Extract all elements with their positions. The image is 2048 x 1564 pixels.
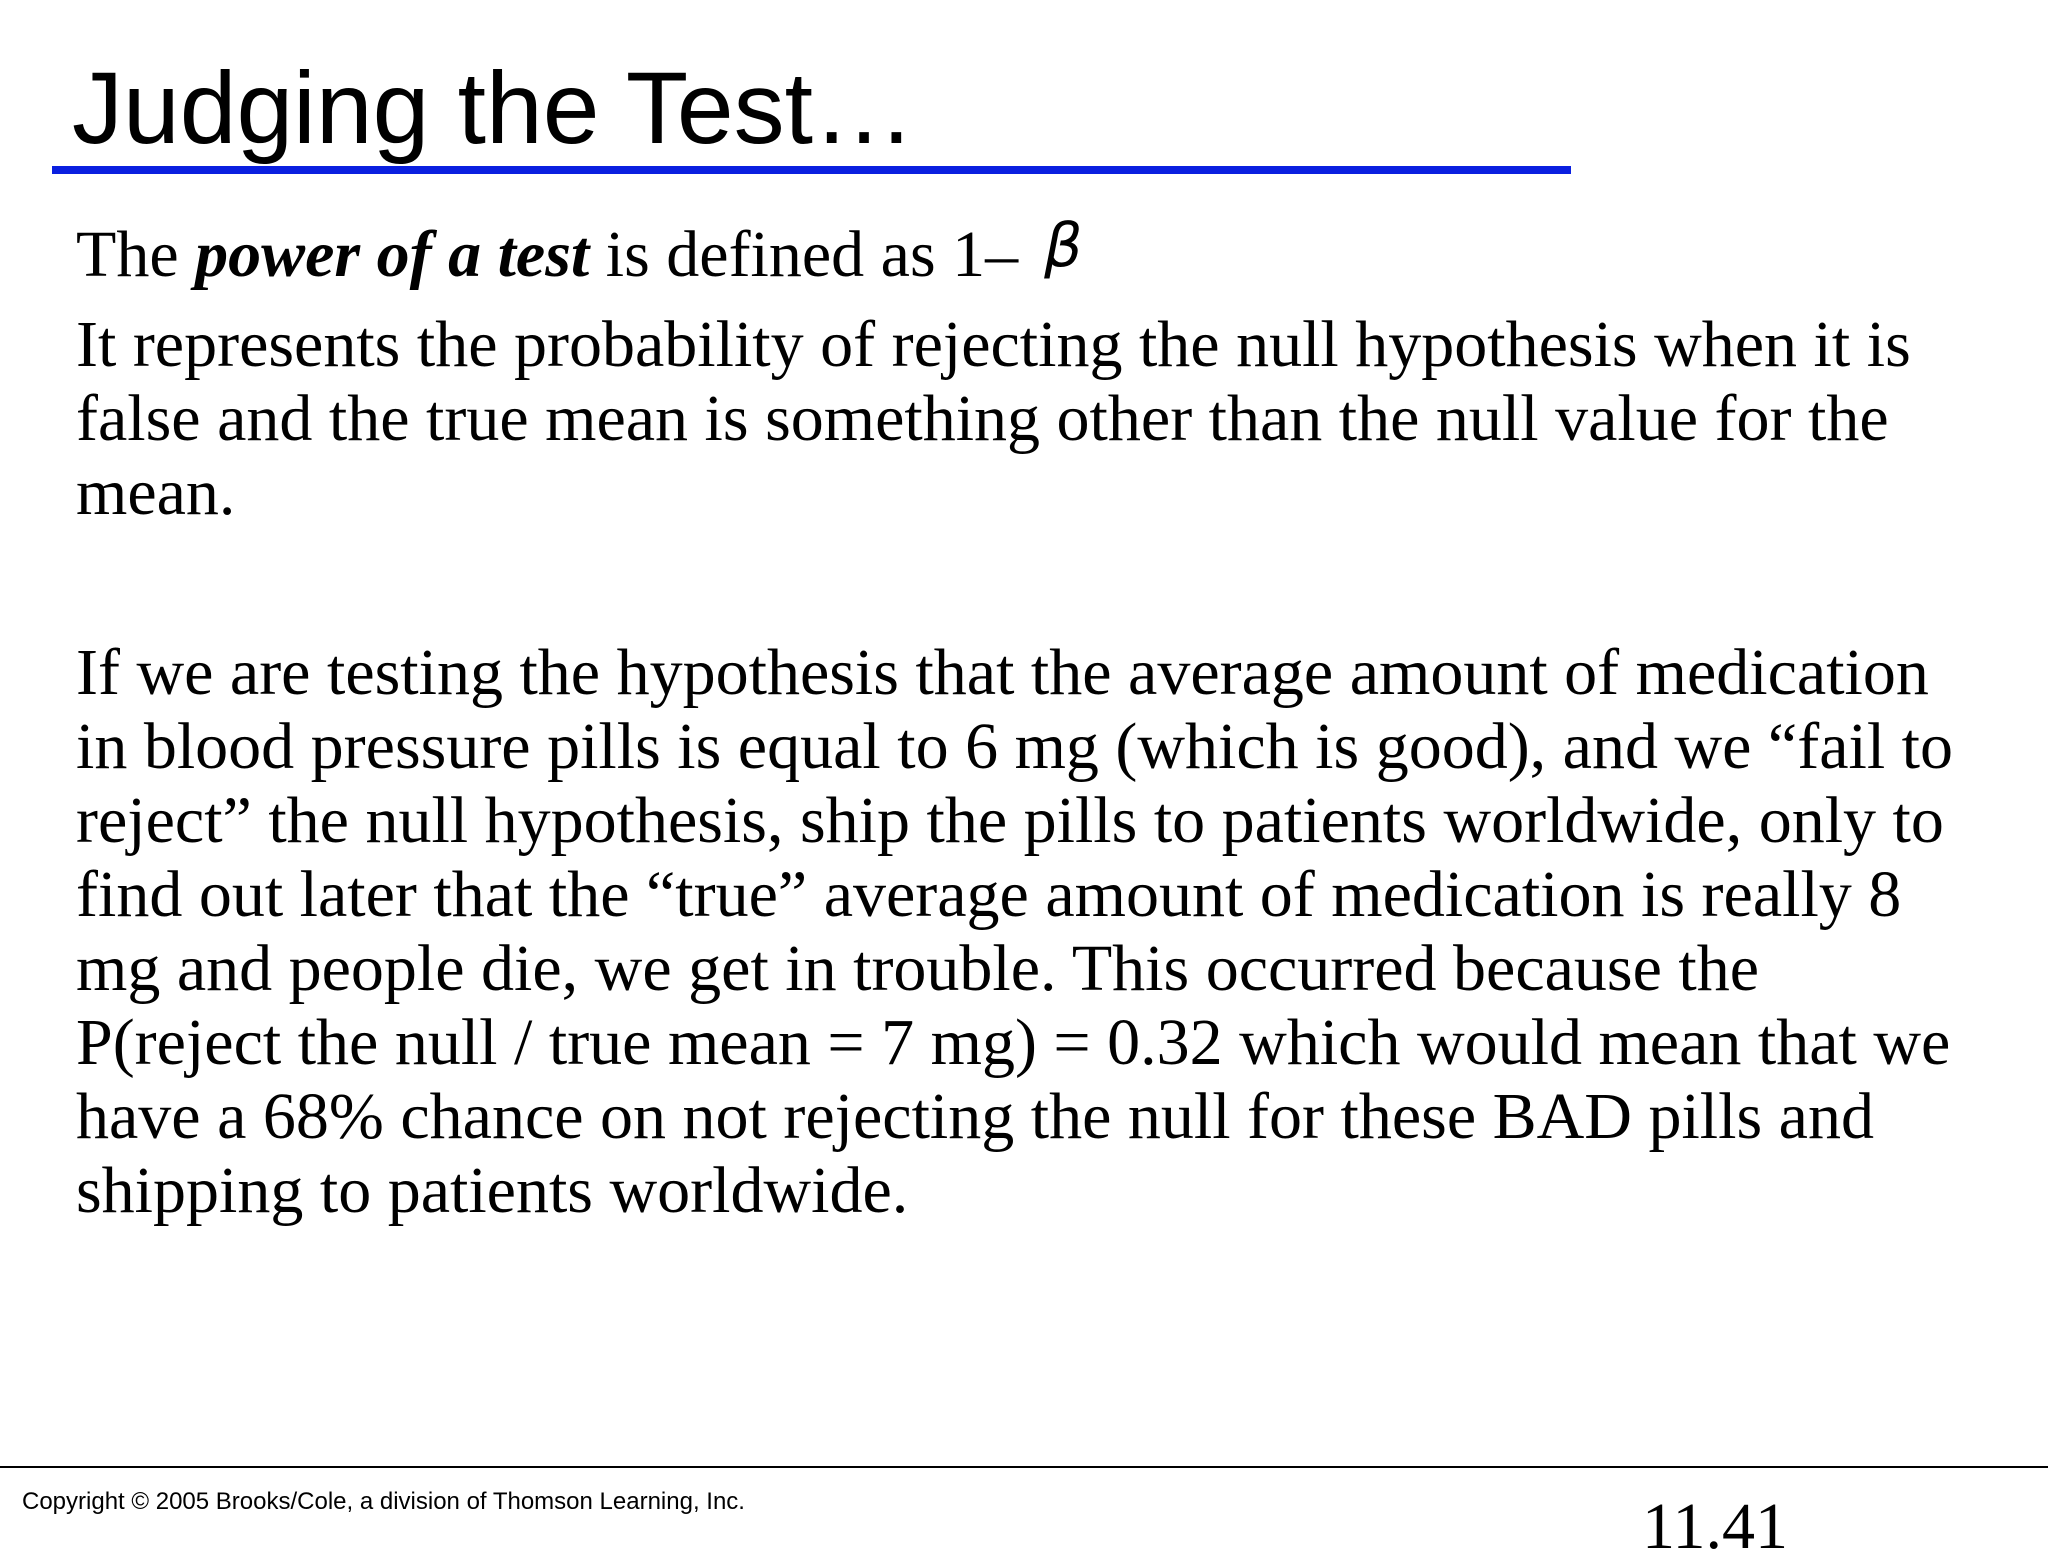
power-definition	[76, 211, 2036, 293]
paragraph-line: find out later that the “true” average amount of medication is really 8	[76, 858, 1902, 931]
example-paragraph	[76, 636, 2036, 1228]
paragraph-line: It represents the probability of rejecting the null hypothesis when it is	[76, 308, 1911, 381]
paragraph-line: If we are testing the hypothesis that the average amount of medication	[76, 636, 1929, 709]
beta-symbol: β	[1044, 211, 1083, 281]
copyright-notice: Copyright © 2005 Brooks/Cole, a division of Thomson Learning, Inc.	[22, 1488, 745, 1515]
title-underline	[52, 166, 1571, 174]
paragraph-line: mean.	[76, 456, 236, 529]
paragraph-line: shipping to patients worldwide.	[76, 1154, 909, 1227]
definition-prefix: The	[76, 218, 196, 291]
slide-number: 11.41	[1642, 1490, 1789, 1563]
slide-title: Judging the Test…	[72, 51, 915, 165]
paragraph-line: false and the true mean is something other than the null value for the	[76, 382, 1889, 455]
definition-middle: is defined as 1–	[589, 218, 1019, 291]
paragraph-line: mg and people die, we get in trouble. This occurred because the	[76, 932, 1760, 1005]
power-explanation-paragraph	[76, 308, 2036, 530]
paragraph-line: P(reject the null / true mean = 7 mg) = 0.32 which would mean that we	[76, 1006, 1951, 1079]
definition-emphasis: power of a test	[195, 218, 590, 291]
footer-divider	[0, 1466, 2048, 1468]
paragraph-line: reject” the null hypothesis, ship the pills to patients worldwide, only to	[76, 784, 1944, 857]
paragraph-line: in blood pressure pills is equal to 6 mg (which is good), and we “fail to	[76, 710, 1954, 783]
paragraph-line: have a 68% chance on not rejecting the null for these BAD pills and	[76, 1080, 1874, 1153]
